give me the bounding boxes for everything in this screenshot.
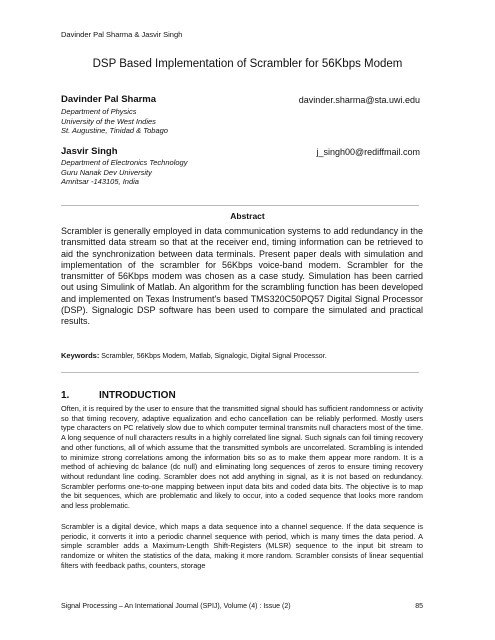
keywords (61, 351, 431, 360)
journal-name: Signal Processing – An International Journal (SPIJ), Volume (4) : Issue (2) (61, 603, 291, 610)
abstract-body: Scrambler is generally employed in data communication systems to add redundancy in the transmitted data stream so that at the receiver end, timing information can be retrieved to aid the synchronization between data terminals. Present paper deals with simulation and implementation of the scrambler for 56Kbps voice-band modem. Scrambler for the transmitter of 56Kbps modem was chosen as a case study. Simulation has been carried out using Simulink of Matlab. An algorithm for the scrambling function has been developed and implemented on Texas Instrument's based TMS320C50PQ57 Digital Signal Processor (DSP). Signalogic DSP software has been used to compare the simulated and practical results. (61, 226, 423, 327)
keywords-label: Keywords: (61, 351, 100, 360)
section-heading (61, 390, 176, 401)
affiliation-line: Department of Electronics Technology (61, 158, 188, 167)
affiliation-line: Department of Physics (61, 107, 137, 116)
page-number: 85 (415, 603, 423, 610)
body-paragraph: Often, it is required by the user to ensure that the transmitted signal should has sufficient randomness or activity so that timing recovery, adaptive equalization and echo cancellation can be reliably performed. Mostly users type characters on PC relatively slow due to which computer terminal transmits null characters most of the time. A long sequence of null characters results in a highly correlated line signal. Such signals can foil timing recovery and other functions, all of which assume that the transmitted symbols are uncorrelated. Scrambling is intended to minimize strong correlations among the information bits so as to make them appear more random. It is a method of achieving dc balance (dc null) and eliminating long sequences of zeros to ensure timing recovery without redundant line coding. Scrambler does not add anything in signal, as it is not based on redundancy. Scrambler performs one-to-one mapping between input data bits and coded data bits. The objective is to map the bit sequences, which are problematic and likely to occur, into a coded sequence that looks more random and less problematic. (61, 404, 423, 511)
affiliation-line: Guru Nanak Dev University (61, 167, 152, 177)
affiliation-line: St. Augustine, Tinidad & Tobago (61, 126, 168, 135)
body-paragraph: Scrambler is a digital device, which maps a data sequence into a channel sequence. If the data sequence is periodic, it converts it into a periodic channel sequence with period, which is many times the data period. A simple scrambler adds a Maximum-Length Shift-Registers (MLSR) sequence to the input bit stream to randomize or whiten the statistics of the data, making it more random. Scrambler consists of linear sequential filters with feedback paths, counters, storage (61, 522, 423, 570)
section-title: INTRODUCTION (99, 390, 176, 401)
paper-title: DSP Based Implementation of Scrambler for 56Kbps Modem (92, 58, 403, 70)
author-affiliation (61, 107, 168, 136)
abstract-heading: Abstract (230, 211, 265, 221)
divider (61, 372, 419, 373)
author-name: Davinder Pal Sharma (61, 94, 157, 105)
section-number: 1. (61, 390, 70, 401)
running-head: Davinder Pal Sharma & Jasvir Singh (61, 30, 183, 39)
author-affiliation (61, 158, 187, 187)
affiliation-line: University of the West Indies (61, 116, 156, 126)
author-email: davinder.sharma@sta.uwi.edu (298, 95, 420, 105)
keywords-text: Scrambler, 56Kbps Modem, Matlab, Signalogic, Digital Signal Processor. (101, 353, 327, 360)
page-footer (61, 603, 423, 610)
divider (61, 205, 419, 206)
author-email: j_singh00@rediffmail.com (316, 147, 420, 157)
author-name: Jasvir Singh (61, 146, 118, 157)
affiliation-line: Amritsar -143105, India (61, 177, 139, 186)
